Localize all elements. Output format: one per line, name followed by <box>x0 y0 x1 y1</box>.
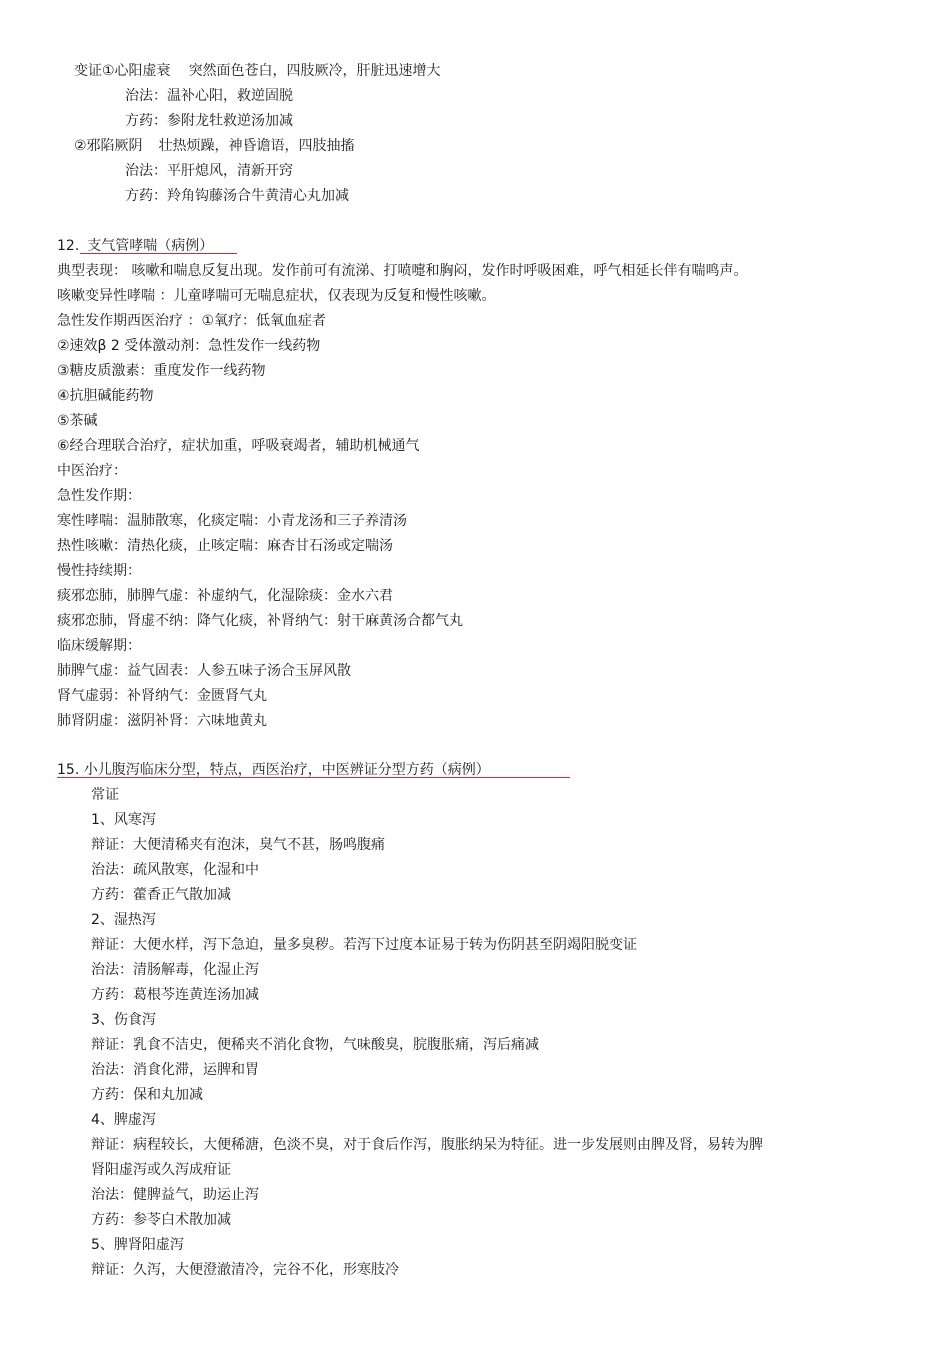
section-15-underline <box>57 777 570 778</box>
syndrome-2-name: ②邪陷厥阴 <box>74 138 143 154</box>
s12-line-12: 热性咳嗽：清热化痰，止咳定喘：麻杏甘石汤或定喘汤 <box>57 538 393 554</box>
s12-line-2: 咳嗽变异性哮喘 ：儿童哮喘可无喘息症状，仅表现为反复和慢性咳嗽。 <box>57 288 496 304</box>
s15-line-13: 方药：保和丸加减 <box>91 1087 203 1103</box>
section-12-number: 12. <box>57 238 80 254</box>
syndrome-1-treatment: 治法：温补心阳，救逆固脱 <box>125 88 293 104</box>
s12-line-8: ⑥经合理联合治疗，症状加重，呼吸衰竭者，辅助机械通气 <box>57 438 420 454</box>
syndrome-1-symptoms: 突然面色苍白，四肢厥冷，肝脏迅速增大 <box>188 63 441 79</box>
s15-line-2: 1、风寒泻 <box>91 812 156 828</box>
s15-line-11: 辩证：乳食不洁史，便稀夹不消化食物，气味酸臭，脘腹胀痛，泻后痛减 <box>91 1037 539 1053</box>
s12-line-15: 痰邪恋肺，肾虚不纳：降气化痰，补肾纳气：射干麻黄汤合都气丸 <box>57 613 463 629</box>
s12-line-14: 痰邪恋肺，肺脾气虚：补虚纳气，化湿除痰：金水六君 <box>57 588 393 604</box>
s12-line-17: 肺脾气虚：益气固表：人参五味子汤合玉屏风散 <box>57 663 351 679</box>
s15-line-1: 常证 <box>91 787 119 803</box>
s12-line-16: 临床缓解期： <box>57 638 141 654</box>
s15-line-9: 方药：葛根芩连黄连汤加减 <box>91 987 259 1003</box>
s12-line-3: 急性发作期西医治疗 ：①氧疗：低氧血症者 <box>57 313 326 329</box>
s12-line-9: 中医治疗： <box>57 463 127 479</box>
section-12-title: 支气管哮喘（病例） <box>87 238 214 254</box>
s12-line-1: 典型表现： 咳嗽和喘息反复出现。发作前可有流涕、打喷嚏和胸闷，发作时呼吸困难，呼气相延长伴有喘鸣声。 <box>57 263 748 279</box>
s12-line-13: 慢性持续期： <box>57 563 141 579</box>
s12-line-6: ④抗胆碱能药物 <box>57 388 154 404</box>
s15-line-20: 辩证：久泻，大便澄澈清冷，完谷不化，形寒肢冷 <box>91 1262 399 1278</box>
syndrome-2-treatment: 治法：平肝熄风，清新开窍 <box>125 163 293 179</box>
s15-line-10: 3、伤食泻 <box>91 1012 156 1028</box>
s15-line-8: 治法：清肠解毒，化湿止泻 <box>91 962 259 978</box>
syndrome-2-symptoms: 壮热烦躁，神昏谵语，四肢抽搐 <box>158 138 355 154</box>
syndrome-2-line <box>74 135 355 157</box>
s15-line-19: 5、脾肾阳虚泻 <box>91 1237 184 1253</box>
s12-line-5: ③糖皮质激素：重度发作一线药物 <box>57 363 266 379</box>
s15-line-3: 辩证：大便清稀夹有泡沫，臭气不甚，肠鸣腹痛 <box>91 837 385 853</box>
s12-line-11: 寒性哮喘：温肺散寒，化痰定喘：小青龙汤和三子养清汤 <box>57 513 407 529</box>
s15-line-4: 治法：疏风散寒，化湿和中 <box>91 862 259 878</box>
s12-line-10: 急性发作期： <box>57 488 141 504</box>
s12-line-19: 肺肾阴虚：滋阴补肾：六味地黄丸 <box>57 713 267 729</box>
syndrome-2-prescription: 方药：羚角钩藤汤合牛黄清心丸加减 <box>125 188 349 204</box>
s15-line-6: 2、湿热泻 <box>91 912 156 928</box>
s15-line-16: 肾阳虚泻或久泻成疳证 <box>91 1162 231 1178</box>
s15-line-18: 方药：参苓白术散加减 <box>91 1212 231 1228</box>
s12-line-18: 肾气虚弱：补肾纳气：金匮肾气丸 <box>57 688 267 704</box>
s15-line-15: 辩证：病程较长，大便稀溏，色淡不臭，对于食后作泻，腹胀纳呆为特征。进一步发展则由脾及肾，易转为脾 <box>91 1137 763 1153</box>
s15-line-12: 治法：消食化滞，运脾和胃 <box>91 1062 259 1078</box>
s12-line-4: ②速效β 2 受体激动剂：急性发作一线药物 <box>57 338 321 354</box>
syndrome-1-name: 变证①心阳虚衰 <box>74 63 171 79</box>
section-15-heading: 15. 小儿腹泻临床分型，特点，西医治疗，中医辨证分型方药（病例） <box>57 762 490 778</box>
syndrome-1-prescription: 方药：参附龙牡救逆汤加减 <box>125 113 293 129</box>
s15-line-5: 方药：藿香正气散加减 <box>91 887 231 903</box>
s15-line-7: 辩证：大便水样，泻下急迫，量多臭秽。若泻下过度本证易于转为伤阴甚至阴竭阳脱变证 <box>91 937 637 953</box>
section-12-underline <box>80 253 237 254</box>
s15-line-17: 治法：健脾益气，助运止泻 <box>91 1187 259 1203</box>
s12-line-7: ⑤茶碱 <box>57 413 98 429</box>
s15-line-14: 4、脾虚泻 <box>91 1112 156 1128</box>
syndrome-1-line <box>74 60 441 82</box>
